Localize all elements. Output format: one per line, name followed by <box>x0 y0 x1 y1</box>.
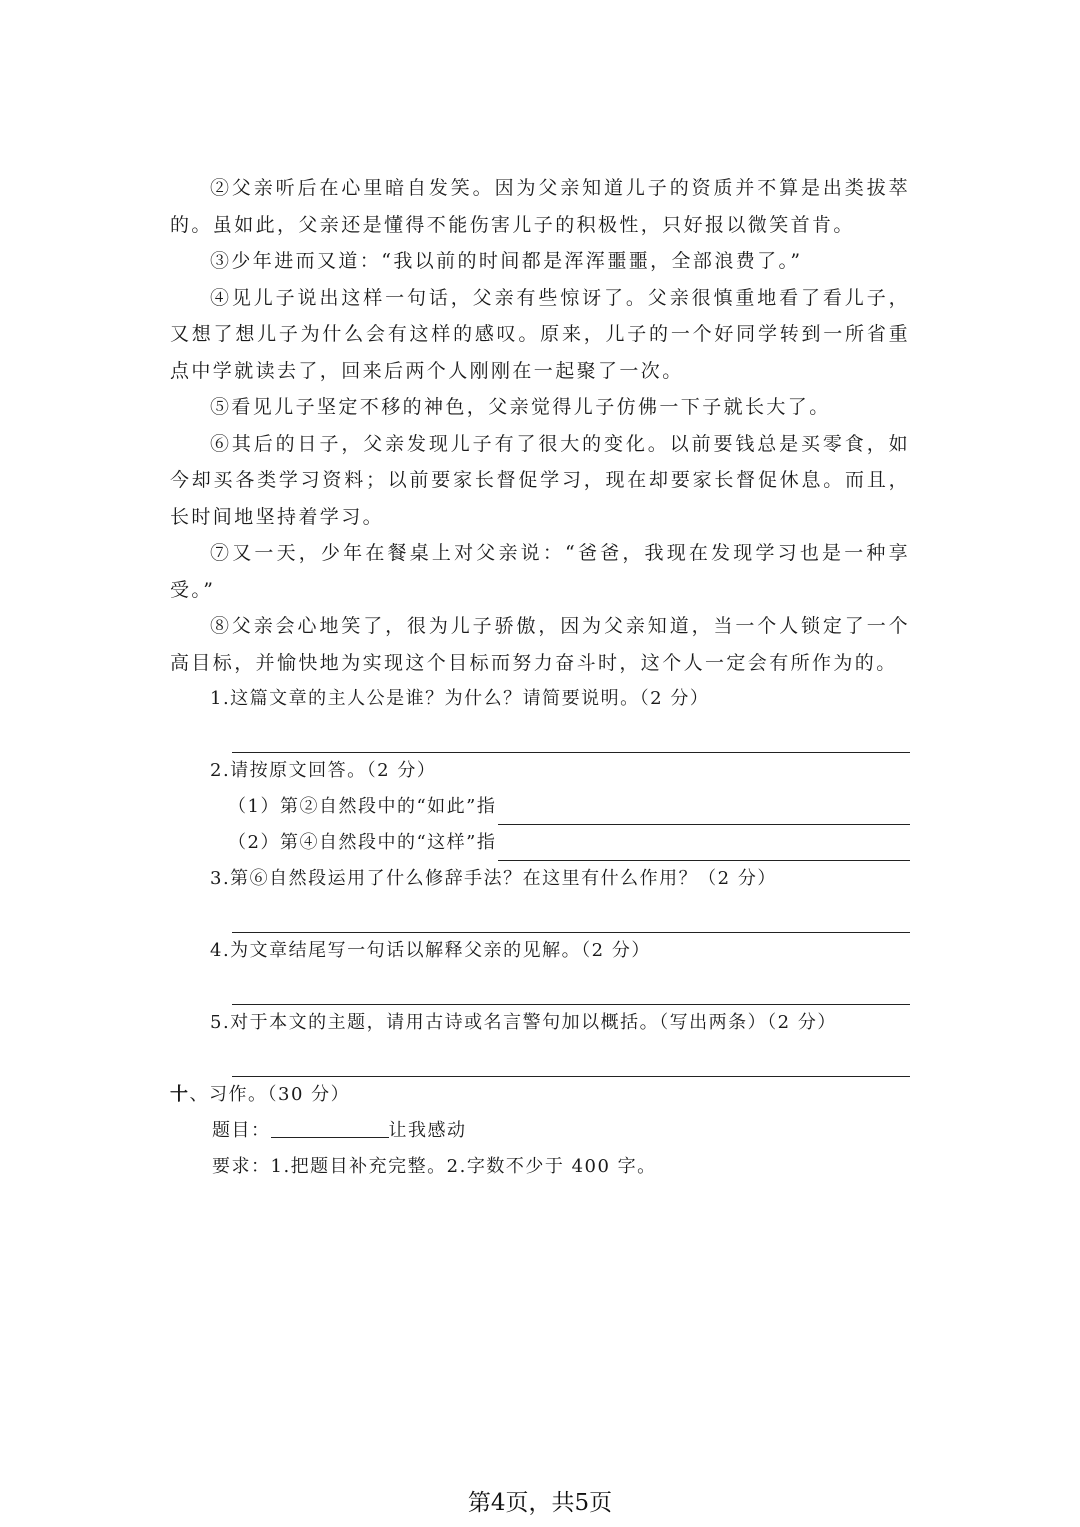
question-4: 4.为文章结尾写一句话以解释父亲的见解。（2 分） <box>210 940 651 961</box>
answer-line-1[interactable] <box>232 717 910 753</box>
answer-line-3[interactable] <box>232 897 910 933</box>
essay-title-line <box>212 1113 910 1149</box>
passage-paragraph-2: ②父亲听后在心里暗自发笑。因为父亲知道儿子的资质并不算是出类拔萃的。虽如此，父亲还是懂得不能伤害儿子的积极性，只好报以微笑首肯。 <box>170 177 910 236</box>
essay-title-suffix: 让我感动 <box>388 1120 467 1141</box>
passage-paragraph-5: ⑤看见儿子坚定不移的神色，父亲觉得儿子仿佛一下子就长大了。 <box>210 396 831 418</box>
question-2: 2.请按原文回答。（2 分） <box>210 760 437 781</box>
exam-page <box>170 170 910 1185</box>
essay-section-title <box>170 1077 910 1113</box>
question-5: 5.对于本文的主题，请用古诗或名言警句加以概括。（写出两条）（2 分） <box>210 1012 837 1033</box>
question-2-part-2 <box>228 825 910 861</box>
answer-blank-2-1[interactable] <box>498 798 910 825</box>
essay-requirements: 要求：1.把题目补充完整。2.字数不少于 400 字。 <box>212 1156 657 1177</box>
question-2-part-2-text: （2）第④自然段中的“这样”指 <box>228 832 497 853</box>
essay-title-prefix: 题目： <box>212 1120 271 1141</box>
passage-paragraph-7: ⑦又一天，少年在餐桌上对父亲说：“爸爸，我现在发现学习也是一种享受。” <box>170 542 910 601</box>
essay-section-label: 、习作。（30 分） <box>189 1084 351 1105</box>
answer-line-4[interactable] <box>232 969 910 1005</box>
question-1: 1.这篇文章的主人公是谁？为什么？请简要说明。（2 分） <box>210 688 710 709</box>
passage-paragraph-4: ④见儿子说出这样一句话，父亲有些惊讶了。父亲很慎重地看了看儿子，又想了想儿子为什么会有这样的感叹。原来，儿子的一个好同学转到一所省重点中学就读去了，回来后两个人刚刚在一起聚了一次。 <box>170 286 910 382</box>
page-number: 第4页，共5页 <box>467 1490 613 1516</box>
question-2-part-1-text: （1）第②自然段中的“如此”指 <box>228 796 497 817</box>
passage-paragraph-6: ⑥其后的日子，父亲发现儿子有了很大的变化。以前要钱总是买零食，如今却买各类学习资料；以前要家长督促学习，现在却要家长督促休息。而且，长时间地坚持着学习。 <box>170 432 910 528</box>
answer-blank-2-2[interactable] <box>498 834 910 861</box>
question-3: 3.第⑥自然段运用了什么修辞手法？在这里有什么作用？（2 分） <box>210 868 777 889</box>
passage-paragraph-3: ③少年进而又道：“我以前的时间都是浑浑噩噩，全部浪费了。” <box>210 250 803 272</box>
essay-section-number: 十 <box>170 1084 190 1105</box>
question-2-part-1 <box>228 789 910 825</box>
answer-line-5[interactable] <box>232 1041 910 1077</box>
passage-paragraph-8: ⑧父亲会心地笑了，很为儿子骄傲，因为父亲知道，当一个人锁定了一个高目标，并愉快地为实现这个目标而努力奋斗时，这个人一定会有所作为的。 <box>170 615 910 674</box>
essay-title-blank[interactable] <box>271 1115 389 1138</box>
